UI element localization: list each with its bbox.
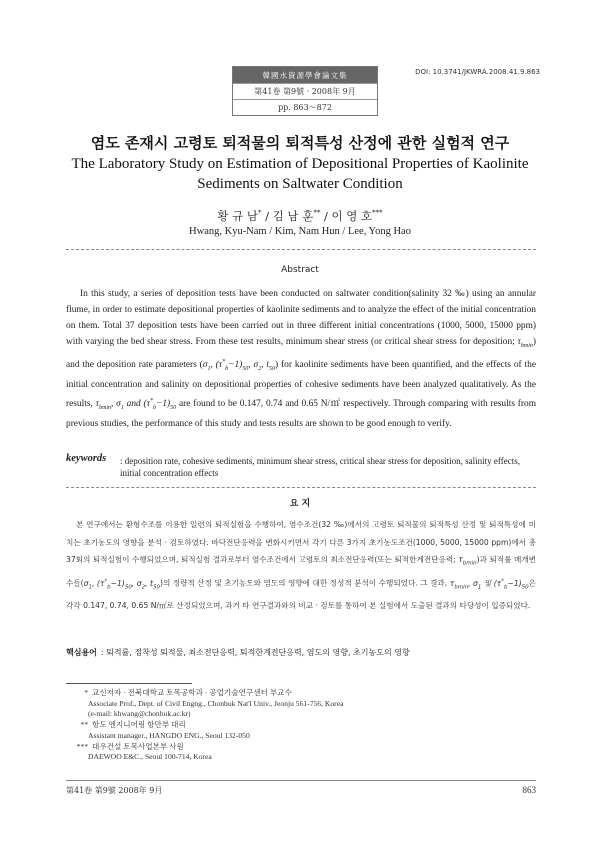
footer-rule	[66, 780, 536, 781]
yoji-heading: 요 지	[289, 499, 311, 509]
authors-korean	[0, 208, 600, 224]
symbol-parameters: $\sigma_1$, $(\tau^*_b-1)_{50}$, $\sigma_2$, $t_{50}$	[83, 578, 160, 591]
author-name: 이 영 호	[331, 209, 373, 223]
journal-header-box	[232, 66, 378, 116]
footnote-affiliation: 대우건설 토목사업본부 사원	[92, 741, 184, 751]
footnotes	[66, 688, 466, 763]
abstract-text: ) for kaolinite sediments have been quantified, and the effects of the initial concentration and salinity on depositional properties of cohesive sediments have been analyzed qualitatively. As the results,	[66, 360, 537, 409]
section-divider	[66, 487, 536, 488]
footnote-affiliation-en: DAEWOO E&C., Seoul 100-714, Korea	[88, 752, 212, 762]
core-terms-text: : 퇴적률, 점착성 퇴적물, 최소전단응력, 퇴적한계전단응력, 염도의 영향, 초기농도의 영향	[100, 648, 410, 657]
author-mark: *	[257, 209, 262, 218]
author-name: 김 남 훈	[272, 209, 314, 223]
footer-issue: 第41卷 第9號 2008年 9月	[66, 786, 163, 795]
core-terms	[66, 647, 410, 658]
abstract-text: ) and the deposition rate parameters (	[66, 337, 536, 370]
authors-english: Hwang, Kyu-Nam / Kim, Nam Hun / Lee, Yong Hao	[189, 226, 411, 237]
abstract-heading: Abstract	[281, 265, 319, 275]
symbol-tau-bmin: $\tau_{bmin}$	[517, 337, 533, 349]
yoji-body	[66, 516, 536, 614]
journal-volume: 第41卷 第9號 · 2008年 9月	[233, 83, 377, 99]
author-name: 황 규 남	[217, 209, 258, 223]
abstract-text: are found to be 0.147, 0.74 and 0.65 N/㎡ respectively. Through comparing with results from previous studies, the performance of this study and tests results are shown to be good enough to verify.	[66, 399, 537, 429]
symbol-results: $\tau_{bmin}$, $\sigma_1$ and $(\tau^*_b-1)_{50}$	[95, 397, 177, 411]
author-separator: /	[261, 209, 273, 223]
footnote-mark: **	[80, 720, 88, 730]
yoji-text: )의 정량적 산정 및 초기농도와 염도의 영향에 대한 정성적 분석이 수행되었다. 그 결과,	[159, 578, 450, 588]
keywords-label: keywords	[66, 453, 107, 464]
title-korean: 염도 존재시 고령토 퇴적물의 퇴적특성 산정에 관한 실험적 연구	[90, 134, 510, 152]
doi: DOI: 10.3741/JKWRA.2008.41.9.863	[415, 68, 540, 76]
journal-name: 韓國水資源學會論文集	[233, 67, 377, 83]
yoji-text: 본 연구에서는 환형수조를 이용한 일련의 퇴적실험을 수행하여, 염수조건(32 ‰)에서의 고령토 퇴적물의 퇴적특성 산정 및 퇴적특성에 미치는 초기농도의 영향을 분석 · 검토하였다. 바닥전단응력을 변화시키면서 각기 다른 3가지 초기농도조건(1000, 5000, 15000 ppm)에서 총 37회의 퇴적실험이 수행되었으며, 퇴적실험 결과로부터 염수조건에서 고령토의 최소전단응력(또는 퇴적한계전단응력;	[66, 520, 536, 564]
footnote-mark: *	[84, 688, 88, 697]
yoji-text: 은 각각 0.147, 0.74, 0.65 N/㎡로 산정되었으며, 과거 타 연구결과와의 비교 · 검토를 통하여 본 실험에서 도출된 결과의 타당성이 입증되었다.	[66, 578, 537, 610]
section-divider	[66, 249, 536, 250]
title-english: The Laboratory Study on Estimation of Depositional Properties of Kaolinite Sediments on Saltwater Condition	[71, 156, 529, 192]
footnote-rule	[66, 683, 192, 684]
abstract-body	[66, 286, 536, 432]
author-mark: ***	[372, 209, 383, 218]
symbol-tau-bmin: $\tau_{bmin}$	[458, 555, 477, 567]
footnote-affiliation-en: Assistant manager., HANGDO ENG., Seoul 132-050	[88, 730, 250, 740]
footnote-affiliation-en: Associate Prof., Dept. of Civil Engng., Chonbuk Nat'l Univ., Jeonju 561-756, Korea	[88, 698, 344, 708]
symbol-results: $\tau_{bmin}$, $\sigma_1$ 및 $(\tau^*_b-1)_{50}$	[449, 578, 529, 591]
footnote-affiliation: 항도 엔지니어링 항만부 대리	[92, 720, 186, 730]
page-number: 863	[522, 785, 536, 795]
symbol-parameters: $\sigma_1$, $(\tau^*_b-1)_{50}$, $\sigma_2$, $t_{50}$	[202, 358, 276, 372]
abstract-text: In this study, a series of deposition tests have been conducted on saltwater condition(salinity 32 ‰) using an annular flume, in order to estimate depositional properties of kaolinite sediments and to analyze the effect of the initial concentration on them. Total 37 deposition tests have been carried out in three different initial concentrations (1000, 5000, 15000 ppm) with varying the bed shear stress. From these test results, minimum shear stress (or critical shear stress for deposition;	[66, 289, 536, 347]
keywords-text: : deposition rate, cohesive sediments, minimum shear stress, critical shear stress for deposition, salinity effects, initial concentration effects	[120, 456, 520, 478]
journal-pages: pp. 863～872	[233, 99, 377, 115]
footnote-email: (e-mail: khwang@chonbuk.ac.kr)	[88, 709, 191, 719]
author-mark: **	[313, 209, 321, 218]
footnote-mark: ***	[76, 741, 88, 751]
footnote-affiliation: 교신저자 · 전북대학교 토목공학과 · 공업기술연구센터 부교수	[92, 688, 292, 697]
core-terms-label: 핵심용어	[66, 648, 97, 657]
yoji-text: )과 퇴적률 매개변수들(	[66, 555, 536, 588]
author-separator: /	[320, 209, 332, 223]
